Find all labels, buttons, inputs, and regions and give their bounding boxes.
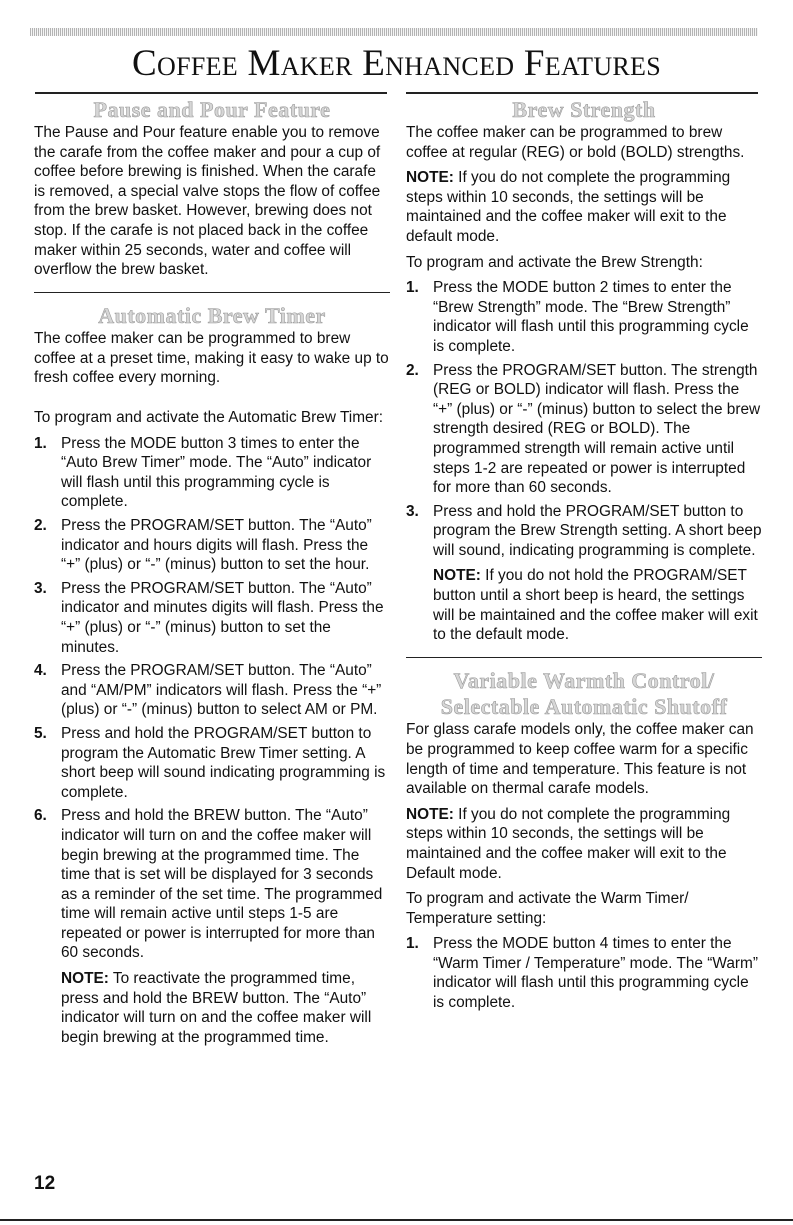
section-divider (406, 657, 762, 659)
list-item (406, 934, 762, 1012)
pause-pour-section (34, 97, 390, 280)
brew-strength-steps (406, 278, 762, 645)
left-column (34, 97, 390, 1051)
note-label: NOTE: (433, 567, 481, 585)
list-item (406, 361, 762, 498)
step-text: Press and hold the BREW button. The “Auto” indicator will turn on and the coffee maker will begin brewing at the programmed time. The time that is set will be displayed for 3 seconds as a reminder of the set time. The programmed time will remain active until steps 1-5 are repeated or power is interrupted for more than 60 seconds. (61, 807, 383, 962)
step-text: Press the MODE button 4 times to enter the “Warm Timer / Temperature” mode. The “Warm” indicator will flash until this programming cycle is complete. (433, 935, 758, 1012)
note-text: If you do not hold the PROGRAM/SET button until a short beep is heard, the settings will be maintained and the coffee maker will exit to the default mode. (433, 567, 758, 644)
step-text: Press the MODE button 2 times to enter the “Brew Strength” mode. The “Brew Strength” indicator will flash until this programming cycle is complete. (433, 279, 749, 355)
note-label: NOTE: (406, 805, 454, 823)
warmth-section (406, 668, 762, 1012)
list-item (406, 502, 762, 645)
note-label: NOTE: (61, 970, 109, 988)
warmth-heading (406, 668, 762, 720)
list-item (34, 516, 390, 575)
brew-strength-note (406, 168, 762, 246)
title-rule-right (406, 92, 758, 94)
pause-pour-heading: Pause and Pour Feature (93, 97, 331, 122)
step-number: 2. (406, 361, 419, 379)
note-text: If you do not complete the programming steps within 10 seconds, the settings will be maintained and the coffee maker will exit to the default mode. (406, 169, 731, 245)
section-divider (34, 292, 390, 294)
warmth-heading-line2: Selectable Automatic Shutoff (440, 694, 728, 720)
note-label: NOTE: (406, 169, 454, 187)
step-number: 1. (406, 279, 419, 297)
step-note (433, 566, 762, 644)
step-text: Press and hold the PROGRAM/SET button to program the Automatic Brew Timer setting. A short beep will sound indicating programming is complete. (61, 724, 386, 801)
header-decorative-band (30, 28, 758, 36)
right-column (406, 97, 762, 1017)
step-number: 3. (406, 502, 419, 520)
note-text: To reactivate the programmed time, press and hold the BREW button. The “Auto” indicator will turn on and the coffee maker will begin brewing at the programmed time. (61, 970, 372, 1046)
step-text: Press the PROGRAM/SET button. The “Auto” indicator and hours digits will flash. Press the “+” (plus) or “-” (minus) button to set the hour. (61, 517, 372, 574)
warmth-steps (406, 934, 762, 1012)
warmth-program-intro: To program and activate the Warm Timer/ Temperature setting: (406, 890, 689, 927)
step-number: 1. (34, 434, 47, 452)
note-text: If you do not complete the programming steps within 10 seconds, the settings will be maintained and the coffee maker will exit to the Default mode. (406, 805, 731, 882)
brew-strength-heading: Brew Strength (512, 97, 656, 122)
step-text: Press and hold the PROGRAM/SET button to program the Brew Strength setting. A short beep will sound, indicating programming is complete. (433, 502, 762, 559)
brew-strength-section (406, 97, 762, 645)
brew-strength-program-intro: To program and activate the Brew Strength: (406, 253, 703, 271)
auto-brew-section (34, 303, 390, 1047)
step-note (61, 969, 390, 1047)
step-text: Press the PROGRAM/SET button. The strength (REG or BOLD) indicator will flash. Press the “+” (plus) or “-” (minus) button to select the brew strength desired (REG or BOLD). The programmed strength will remain active until steps 1-2 are repeated or power is interrupted for more than 60 seconds. (433, 361, 761, 497)
step-number: 6. (34, 807, 47, 825)
step-text: Press the PROGRAM/SET button. The “Auto” and “AM/PM” indicators will flash. Press the “+” (plus) or “-” (minus) button to select AM or PM. (61, 662, 382, 719)
step-text: Press the PROGRAM/SET button. The “Auto” indicator and minutes digits will flash. Press the “+” (plus) or “-” (minus) button to set the minutes. (61, 579, 384, 656)
list-item (406, 278, 762, 356)
step-number: 2. (34, 517, 47, 534)
step-number: 1. (406, 935, 419, 953)
brew-strength-intro: The coffee maker can be programmed to brew coffee at regular (REG) or bold (BOLD) strengths. (406, 124, 745, 161)
warmth-intro: For glass carafe models only, the coffee maker can be programmed to keep coffee warm for a specific length of time and temperature. This feature is not available on thermal carafe models. (406, 721, 754, 798)
list-item (34, 434, 390, 512)
title-rule-left (35, 92, 387, 94)
step-number: 5. (34, 724, 47, 742)
auto-brew-steps (34, 434, 390, 1048)
bottom-rule (0, 1219, 793, 1221)
auto-brew-intro: The coffee maker can be programmed to brew coffee at a preset time, making it easy to wake up to fresh coffee every morning. (34, 330, 389, 387)
list-item (34, 661, 390, 720)
step-text: Press the MODE button 3 times to enter the “Auto Brew Timer” mode. The “Auto” indicator will flash until this programming cycle is complete. (61, 434, 372, 511)
pause-pour-body: The Pause and Pour feature enable you to remove the carafe from the coffee maker and pour a cup of coffee before brewing is finished. When the carafe is removed, a special valve stops the flow of coffee from the brew basket. However, brewing does not stop. If the carafe is not placed back in the coffee maker within 25 seconds, water and coffee will overflow the brew basket. (34, 124, 381, 279)
list-item (34, 579, 390, 657)
step-number: 4. (34, 662, 47, 680)
warmth-note (406, 805, 762, 883)
warmth-heading-line1: Variable Warmth Control/ (453, 668, 715, 694)
auto-brew-program-intro: To program and activate the Automatic Brew Timer: (34, 409, 384, 427)
list-item (34, 806, 390, 1047)
page-number: 12 (34, 1173, 56, 1194)
list-item (34, 724, 390, 802)
page-title: Coffee Maker Enhanced Features (132, 43, 661, 84)
auto-brew-heading: Automatic Brew Timer (98, 303, 326, 329)
step-number: 3. (34, 579, 47, 597)
